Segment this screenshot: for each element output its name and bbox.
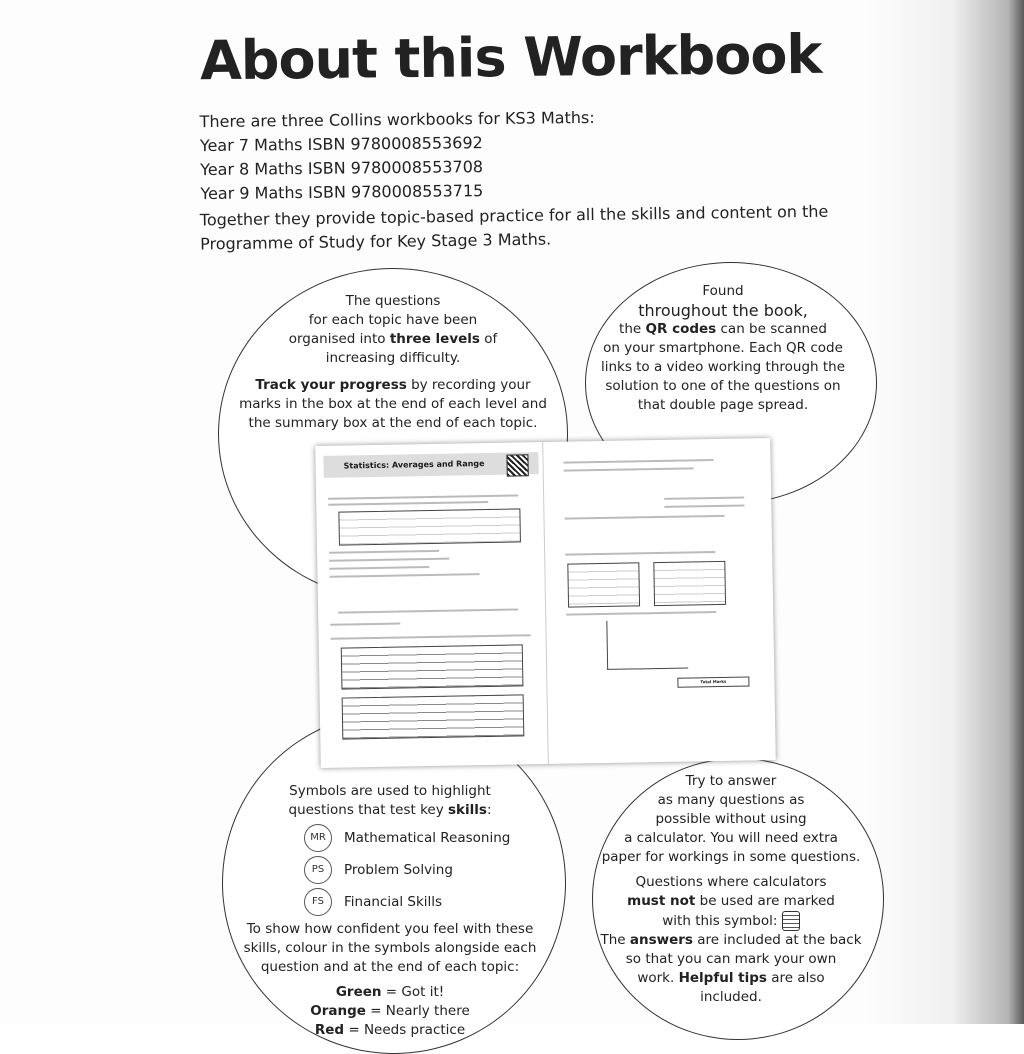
sample-table [338, 508, 521, 545]
symbol-row-mr [304, 824, 540, 852]
sample-text-line [664, 505, 744, 508]
symbols-text-line: To show how confident you feel with these [246, 921, 534, 937]
intro-block [200, 106, 596, 206]
calc-text-line: possible without using [655, 811, 807, 827]
qr-text-line: Found [702, 283, 744, 299]
sample-text-line [565, 515, 725, 520]
sample-text-line [338, 608, 518, 613]
sample-table [342, 694, 525, 739]
qr-text-line: the QR codes can be scanned [619, 321, 827, 337]
sample-text-line [328, 494, 518, 499]
levels-text-line: The questions [345, 293, 441, 309]
calc-text-line: with this symbol: [600, 911, 862, 931]
sample-text-line [564, 467, 694, 471]
symbols-text-line: question and at the end of each topic: [260, 959, 520, 975]
symbol-label: Financial Skills [344, 893, 443, 910]
sample-text-line [564, 459, 714, 464]
sample-text-line [329, 566, 429, 570]
calc-text-line: Try to answer [685, 773, 777, 789]
isbn-year7: Year 7 Maths ISBN 9780008553692 [199, 133, 483, 156]
levels-text-line: marks in the box at the end of each level and [239, 396, 547, 412]
symbols-text-line: Symbols are used to highlight [289, 783, 491, 799]
sample-text-line [566, 611, 716, 616]
sample-text-line [328, 501, 488, 506]
no-calculator-icon [782, 911, 800, 931]
qr-text-line: solution to one of the questions on [605, 378, 841, 394]
qr-text-line: links to a video working through the [600, 359, 846, 375]
levels-text-line: Track your progress by recording your [255, 377, 531, 393]
calc-text-line: The answers are included at the back [600, 932, 862, 948]
sample-text-line [664, 497, 744, 500]
sample-table [341, 644, 524, 689]
ps-icon: PS [304, 856, 332, 884]
calc-text-line: so that you can mark your own [625, 951, 837, 967]
sample-topic-heading: Statistics: Averages and Range [323, 452, 538, 478]
levels-text-line: increasing difficulty. [325, 350, 461, 366]
sample-spread-image [315, 438, 776, 768]
total-marks-box: Total Marks [677, 676, 749, 687]
together-paragraph: Together they provide topic-based practice for all the skills and content on the Programme of Study for Key Stage 3 Maths. [199, 201, 829, 254]
calc-text-line: included. [700, 989, 762, 1005]
sample-text-line [329, 550, 439, 554]
sample-text-line [330, 623, 400, 626]
sample-right-page [543, 438, 776, 764]
calculator-text [600, 772, 862, 1007]
page-title: About this Workbook [199, 22, 822, 93]
symbols-text [240, 782, 540, 1040]
sample-text-line [565, 551, 715, 556]
book-spine-shadow [864, 0, 1024, 1024]
levels-text [238, 292, 548, 433]
levels-text-line: for each topic have been [308, 312, 478, 328]
qr-codes-text [598, 282, 848, 415]
symbols-text-line: skills, colour in the symbols alongside each [243, 940, 537, 956]
qr-text-line: that double page spread. [637, 397, 809, 413]
levels-text-line: organised into three levels of [288, 331, 498, 347]
sample-graph-axes [606, 620, 688, 670]
confidence-orange: Orange = Nearly there [310, 1003, 470, 1019]
sample-text-line [329, 558, 449, 562]
calc-text-line: a calculator. You will need extra [624, 830, 838, 846]
qr-text-line: on your smartphone. Each QR code [603, 340, 843, 356]
symbol-row-fs [304, 888, 540, 916]
calc-text-line: must not be used are marked [627, 893, 835, 909]
sample-table [567, 562, 640, 607]
isbn-year8: Year 8 Maths ISBN 9780008553708 [200, 157, 484, 180]
calc-text-line: as many questions as [657, 792, 805, 808]
confidence-red: Red = Needs practice [314, 1022, 466, 1038]
sample-table [653, 561, 726, 606]
fs-icon: FS [304, 888, 332, 916]
qr-code-icon [506, 454, 528, 476]
symbols-text-line: questions that test key skills: [288, 802, 492, 818]
intro-line: There are three Collins workbooks for KS3 Maths: [199, 107, 595, 132]
sample-left-page [315, 442, 549, 768]
symbol-label: Problem Solving [344, 861, 453, 878]
calc-text-line: work. Helpful tips are also [637, 970, 825, 986]
isbn-year9: Year 9 Maths ISBN 9780008553715 [200, 181, 484, 204]
levels-text-line: the summary box at the end of each topic. [248, 415, 538, 431]
symbols-list [304, 824, 540, 916]
mr-icon: MR [304, 824, 332, 852]
symbol-row-ps [304, 856, 540, 884]
qr-text-line: throughout the book, [638, 301, 808, 320]
calc-text-line: Questions where calculators [635, 874, 827, 890]
sample-text-line [329, 573, 479, 578]
sample-text-line [331, 634, 531, 639]
calc-text-line: paper for workings in some questions. [601, 849, 861, 865]
symbol-label: Mathematical Reasoning [344, 829, 511, 846]
confidence-green: Green = Got it! [335, 984, 445, 1000]
